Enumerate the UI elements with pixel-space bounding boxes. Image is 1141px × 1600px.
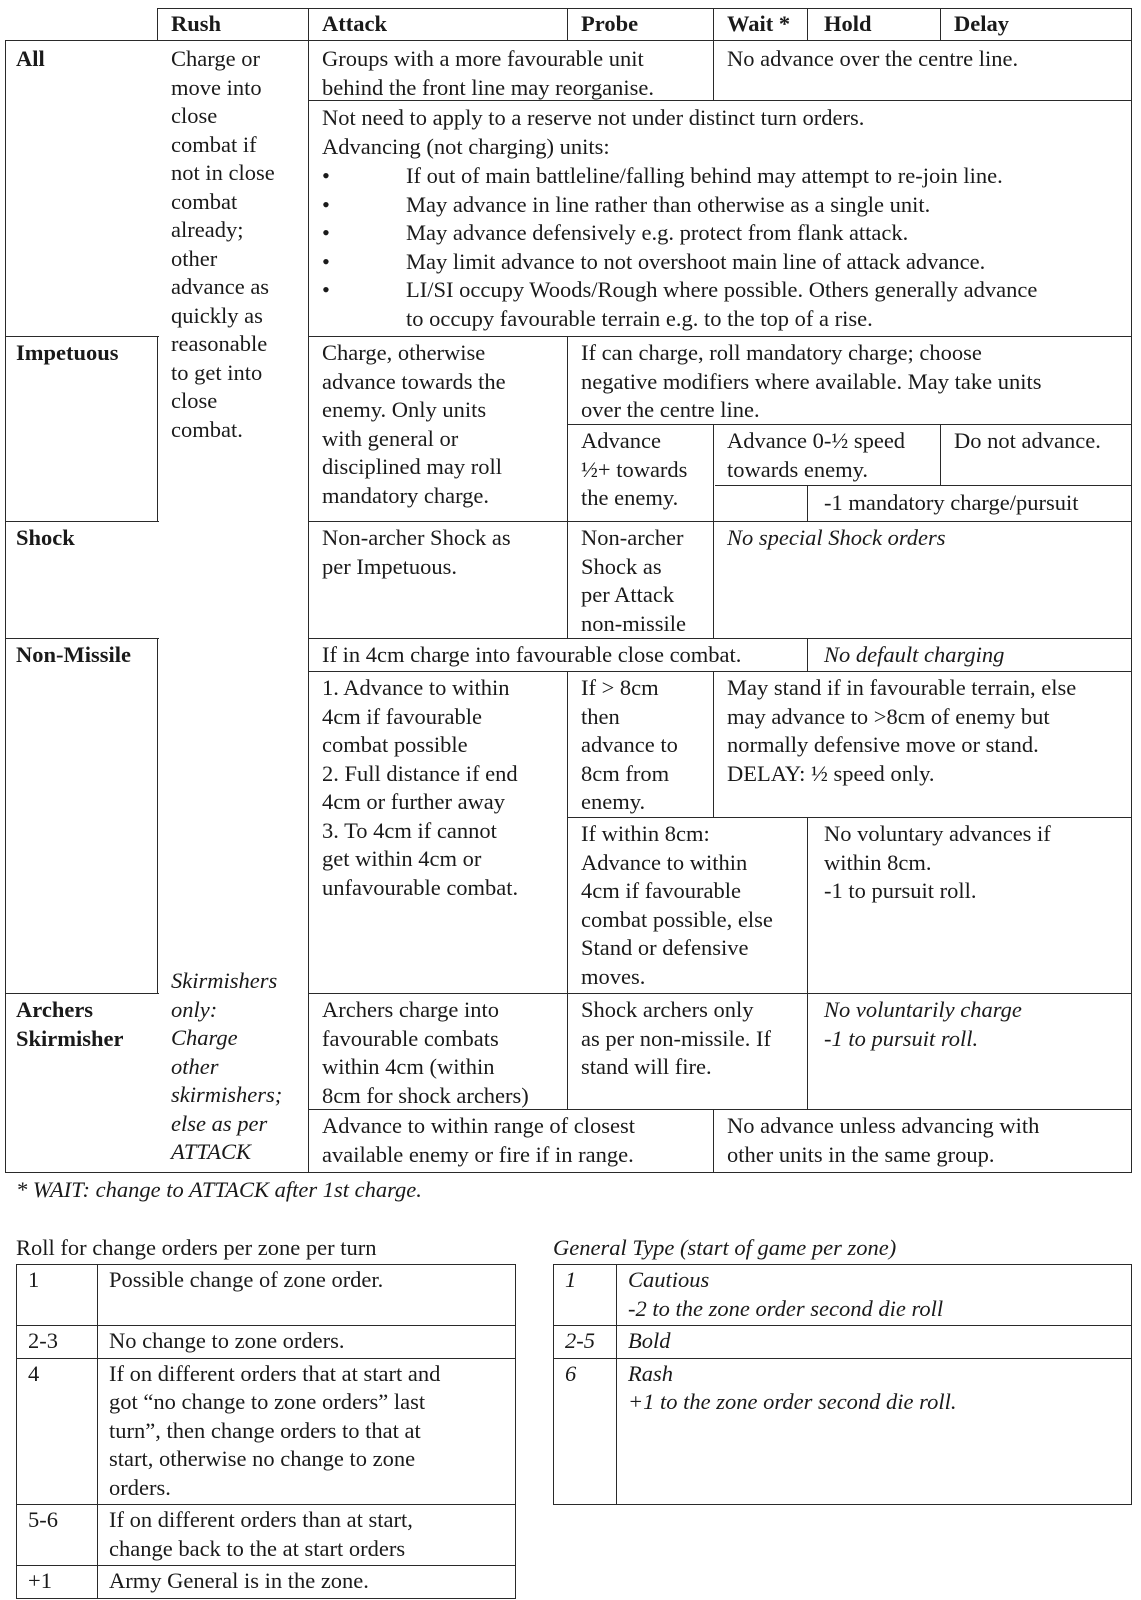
- table-result-text: Army General is in the zone.: [109, 1568, 369, 1593]
- header-hold: Hold: [824, 11, 872, 36]
- text-line: Advance 0-½ speed: [727, 428, 906, 453]
- impetuous-probe-hold: [581, 339, 1041, 425]
- table-result-text: If on different orders that at start and: [109, 1360, 441, 1386]
- non-missile-probe-near: [581, 820, 773, 991]
- impetuous-probe: [581, 427, 687, 513]
- text-line: combat: [171, 188, 238, 214]
- table-result-text: No change to zone orders.: [109, 1328, 345, 1353]
- table-roll-value: 5-6: [28, 1507, 58, 1532]
- text-line: the enemy.: [581, 485, 679, 510]
- text-line: 4cm or further away: [322, 789, 506, 814]
- text-line: 8cm for shock archers): [322, 1082, 529, 1108]
- text-line: enemy. Only units: [322, 397, 487, 422]
- text-line: with general or: [322, 425, 459, 451]
- table-result-text: start, otherwise no change to zone: [109, 1446, 416, 1471]
- text-line: advance as: [171, 274, 270, 299]
- table-result-text: If on different orders than at start,: [109, 1507, 413, 1532]
- non-missile-no-default: No default charging: [824, 642, 1005, 667]
- text-line: per Impetuous.: [322, 553, 457, 579]
- text-line: combat possible: [322, 732, 468, 757]
- text-line: Groups with a more favourable unit: [322, 46, 644, 71]
- text-line: advance towards the: [322, 368, 506, 394]
- text-line: close: [171, 103, 218, 128]
- shock-no-special: No special Shock orders: [727, 525, 946, 550]
- text-line: Charge: [171, 1025, 238, 1050]
- text-line: non-missile: [581, 610, 686, 636]
- text-line: Shock archers only: [581, 997, 754, 1022]
- text-line: enemy.: [581, 789, 646, 814]
- skirmisher-no-advance: [727, 1112, 1039, 1169]
- roll-table-title: Roll for change orders per zone per turn: [16, 1235, 377, 1260]
- text-line: Do not advance.: [954, 428, 1101, 453]
- text-line: Skirmishers: [171, 968, 278, 993]
- table-result-text: Rash: [628, 1360, 673, 1386]
- text-line: 3. To 4cm if cannot: [322, 817, 497, 843]
- text-line: ½+ towards: [581, 456, 688, 482]
- bullet-icon: •: [322, 163, 330, 188]
- text-line: available enemy or fire if in range.: [322, 1141, 634, 1167]
- table-row-border: [553, 1504, 1132, 1505]
- non-missile-attack: [322, 674, 518, 902]
- table-result-text: -2 to the zone order second die roll: [628, 1295, 944, 1321]
- text-line: combat possible, else: [581, 906, 773, 932]
- text-line: If within 8cm:: [581, 821, 710, 846]
- bullet-icon: •: [322, 277, 330, 302]
- text-line: No voluntary advances if: [824, 821, 1051, 846]
- table-divider: [616, 1264, 617, 1504]
- table-result-text: Bold: [628, 1328, 671, 1353]
- table-result-text: got “no change to zone orders” last: [109, 1389, 426, 1414]
- all-advancing: Advancing (not charging) units:: [322, 134, 610, 159]
- bullet-item-text: May advance defensively e.g. protect from flank attack.: [406, 220, 909, 245]
- text-line: close: [171, 388, 218, 413]
- table-result-text: +1 to the zone order second die roll.: [628, 1389, 957, 1414]
- header-probe: Probe: [581, 11, 639, 36]
- text-line: 1. Advance to within: [322, 675, 510, 700]
- bullet-icon: •: [322, 220, 330, 245]
- all-reorganise: [322, 45, 654, 102]
- text-line: mandatory charge.: [322, 482, 490, 508]
- text-line: ATTACK: [171, 1139, 252, 1164]
- text-line: within 8cm.: [824, 849, 932, 875]
- row-label-shock: Shock: [16, 525, 75, 550]
- text-line: other units in the same group.: [727, 1141, 995, 1167]
- row-label-non-missile: Non-Missile: [16, 642, 131, 667]
- text-line: Archers charge into: [322, 997, 500, 1022]
- text-line: per Attack: [581, 582, 675, 607]
- text-line: 4cm if favourable: [322, 703, 482, 729]
- bullet-item-text: LI/SI occupy Woods/Rough where possible. Others generally advance: [406, 277, 1038, 302]
- rush-description: [171, 45, 275, 444]
- shock-attack: [322, 524, 511, 581]
- non-missile-wait-far: [727, 674, 1076, 788]
- text-line: skirmishers;: [171, 1082, 283, 1107]
- text-line: combat if: [171, 131, 257, 157]
- table-border: [515, 1264, 516, 1598]
- text-line: may advance to >8cm of enemy but: [727, 703, 1050, 729]
- text-line: only:: [171, 996, 218, 1022]
- text-line: 2. Full distance if end: [322, 760, 518, 786]
- archers-probe: [581, 996, 771, 1082]
- text-line: Charge or: [171, 46, 260, 71]
- text-line: May stand if in favourable terrain, else: [727, 675, 1077, 700]
- archers-attack: [322, 996, 529, 1110]
- row-label-all: All: [16, 46, 45, 71]
- table-border: [1131, 1264, 1132, 1504]
- bullet-item-text: May advance in line rather than otherwise as a single unit.: [406, 191, 931, 217]
- text-line: disciplined may roll: [322, 454, 502, 479]
- text-line: get within 4cm or: [322, 846, 482, 871]
- text-line: behind the front line may reorganise.: [322, 74, 654, 100]
- table-roll-value: 1: [28, 1267, 40, 1292]
- text-line: Advance to within: [581, 849, 748, 875]
- bullet-item-text: May limit advance to not overshoot main line of attack advance.: [406, 248, 986, 274]
- table-roll-value: 6: [565, 1360, 577, 1386]
- text-line: unfavourable combat.: [322, 874, 519, 900]
- text-line: -1 to pursuit roll.: [824, 1025, 979, 1051]
- text-line: combat.: [171, 416, 243, 442]
- table-result-text: orders.: [109, 1474, 171, 1500]
- text-line: No voluntarily charge: [824, 997, 1022, 1022]
- text-line: Non-archer Shock as: [322, 525, 511, 550]
- impetuous-attack: [322, 339, 506, 510]
- header-rush: Rush: [171, 11, 222, 36]
- text-line: then: [581, 703, 620, 729]
- table-result-text: Possible change of zone order.: [109, 1267, 384, 1292]
- text-line: Advance: [581, 428, 661, 453]
- text-line: 8cm from: [581, 760, 670, 786]
- row-label-archers: Archers: [16, 997, 94, 1022]
- non-missile-hold-near: [824, 820, 1051, 906]
- row-label-impetuous: Impetuous: [16, 340, 119, 365]
- general-table-title: General Type (start of game per zone): [553, 1235, 897, 1260]
- wait-footnote: * WAIT: change to ATTACK after 1st charge.: [16, 1177, 422, 1202]
- impetuous-wait-hold: [727, 427, 905, 484]
- rush-skirmisher-note: [171, 967, 282, 1167]
- text-line: to get into: [171, 359, 263, 385]
- text-line: quickly as: [171, 302, 263, 328]
- text-line: Stand or defensive: [581, 935, 749, 960]
- text-line: Shock as: [581, 553, 662, 579]
- header-wait: Wait *: [727, 11, 791, 36]
- text-line: 4cm if favourable: [581, 878, 741, 903]
- table-roll-value: +1: [28, 1568, 52, 1593]
- table-roll-value: 2-3: [28, 1328, 58, 1353]
- text-line: -1 to pursuit roll.: [824, 878, 977, 903]
- text-line: stand will fire.: [581, 1054, 712, 1079]
- text-line: If > 8cm: [581, 675, 659, 700]
- text-line: Charge, otherwise: [322, 340, 486, 365]
- text-line: If can charge, roll mandatory charge; choose: [581, 340, 982, 365]
- table-roll-value: 4: [28, 1360, 40, 1386]
- text-line: DELAY: ½ speed only.: [727, 760, 935, 786]
- bullet-icon: •: [322, 248, 330, 274]
- skirmisher-advance-range: [322, 1112, 635, 1169]
- text-line: else as per: [171, 1110, 268, 1136]
- table-result-text: Cautious: [628, 1267, 710, 1292]
- bullet-item-text: to occupy favourable terrain e.g. to the top of a rise.: [406, 305, 873, 331]
- table-divider: [97, 1264, 98, 1598]
- archers-hold: [824, 996, 1022, 1053]
- table-border: [16, 1264, 17, 1598]
- non-missile-charge: If in 4cm charge into favourable close combat.: [322, 642, 742, 667]
- text-line: favourable combats: [322, 1025, 499, 1051]
- text-line: as per non-missile. If: [581, 1025, 771, 1051]
- text-line: No advance unless advancing with: [727, 1113, 1040, 1138]
- text-line: over the centre line.: [581, 397, 760, 422]
- text-line: negative modifiers where available. May take units: [581, 368, 1042, 394]
- shock-probe: [581, 524, 686, 638]
- text-line: already;: [171, 217, 244, 242]
- text-line: within 4cm (within: [322, 1054, 495, 1079]
- text-line: move into: [171, 74, 262, 100]
- table-result-text: change back to the at start orders: [109, 1535, 406, 1561]
- text-line: Advance to within range of closest: [322, 1113, 636, 1138]
- table-row-border: [16, 1598, 516, 1599]
- table-border: [553, 1264, 554, 1504]
- text-line: moves.: [581, 963, 646, 989]
- non-missile-probe-far: [581, 674, 678, 817]
- header-delay: Delay: [954, 11, 1009, 36]
- bullet-icon: •: [322, 191, 330, 217]
- all-reserve: Not need to apply to a reserve not under distinct turn orders.: [322, 105, 865, 130]
- header-attack: Attack: [322, 11, 387, 36]
- table-result-text: turn”, then change orders to that at: [109, 1417, 421, 1443]
- impetuous-delay: [954, 427, 1101, 456]
- text-line: advance to: [581, 732, 678, 757]
- text-line: Non-archer: [581, 525, 684, 550]
- text-line: other: [171, 245, 218, 271]
- text-line: not in close: [171, 160, 275, 185]
- bullet-item-text: If out of main battleline/falling behind may attempt to re-join line.: [406, 163, 1003, 188]
- impetuous-mandatory: -1 mandatory charge/pursuit: [824, 490, 1079, 515]
- table-roll-value: 2-5: [565, 1328, 595, 1353]
- text-line: reasonable: [171, 331, 268, 356]
- text-line: towards enemy.: [727, 456, 868, 482]
- row-label-skirmisher: Skirmisher: [16, 1026, 124, 1051]
- text-line: other: [171, 1053, 219, 1079]
- text-line: normally defensive move or stand.: [727, 732, 1039, 757]
- all-no-advance: No advance over the centre line.: [727, 46, 1019, 71]
- table-roll-value: 1: [565, 1267, 577, 1292]
